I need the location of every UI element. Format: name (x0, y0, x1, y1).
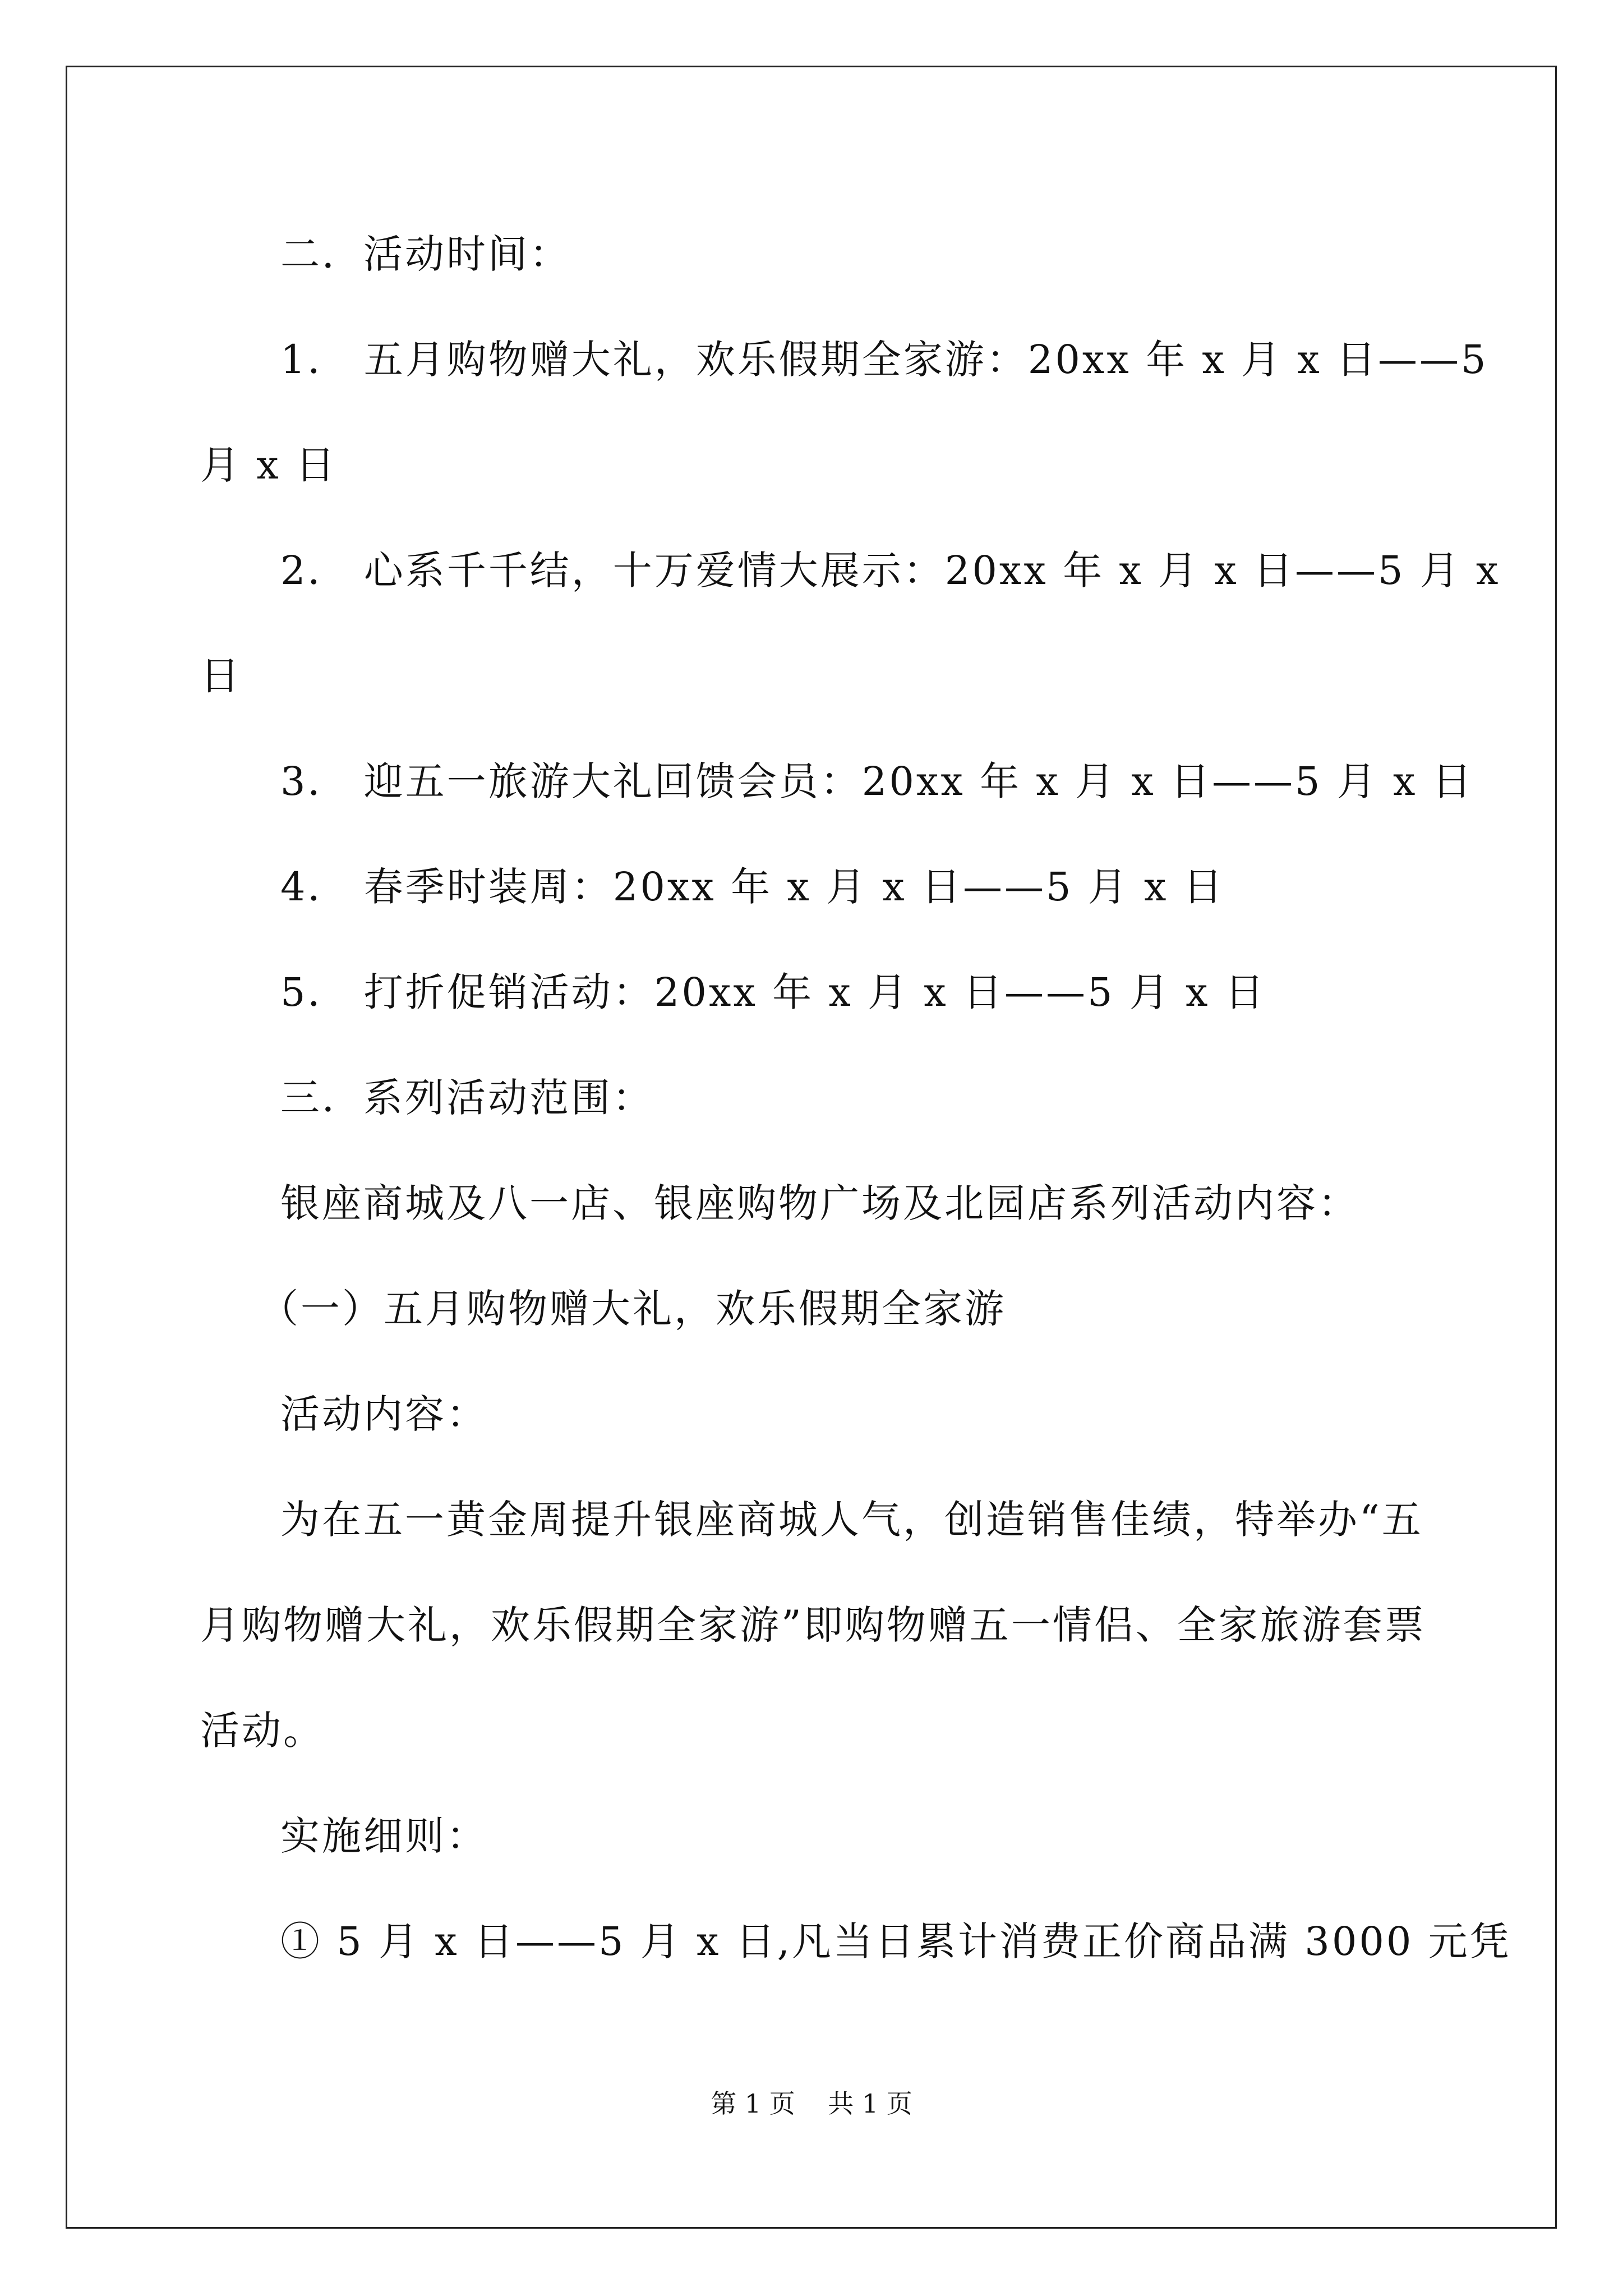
subsection-heading-1: （一）五月购物赠大礼，欢乐假期全家游 (259, 1286, 1006, 1332)
section-heading-activity-scope: 三．系列活动范围： (280, 1075, 654, 1121)
list-item-2: 2． 心系千千结，十万爱情大展示：20xx 年 x 月 x 日——5 月 x (280, 547, 1501, 593)
list-item-4: 4． 春季时装周：20xx 年 x 月 x 日——5 月 x 日 (280, 864, 1225, 910)
page-footer (0, 2088, 1623, 2119)
paragraph-line-2: 月购物赠大礼，欢乐假期全家游”即购物赠五一情侣、全家旅游套票 (200, 1602, 1426, 1648)
list-item-2-continued: 日 (200, 653, 242, 699)
label-implementation-rules: 实施细则： (280, 1813, 488, 1859)
label-activity-content: 活动内容： (280, 1391, 488, 1437)
section-heading-activity-time: 二．活动时间： (280, 231, 571, 277)
list-item-5: 5． 打折促销活动：20xx 年 x 月 x 日——5 月 x 日 (280, 969, 1266, 1015)
paragraph-stores: 银座商城及八一店、银座购物广场及北园店系列活动内容： (280, 1180, 1359, 1226)
paragraph-line-3: 活动。 (200, 1708, 325, 1754)
paragraph-line-1: 为在五一黄金周提升银座商城人气，创造销售佳绩，特举办“五 (280, 1497, 1423, 1543)
footer-page-total: 共 1 页 (828, 2088, 912, 2119)
list-item-1: 1． 五月购物赠大礼，欢乐假期全家游：20xx 年 x 月 x 日——5 (280, 337, 1488, 383)
footer-page-number: 第 1 页 (711, 2088, 795, 2119)
list-item-1-continued: 月 x 日 (200, 442, 337, 488)
list-item-3: 3． 迎五一旅游大礼回馈会员：20xx 年 x 月 x 日——5 月 x 日 (280, 758, 1474, 804)
rule-item-1: ① 5 月 x 日——5 月 x 日,凡当日累计消费正价商品满 3000 元凭 (280, 1918, 1511, 1964)
page-border (66, 66, 1557, 2229)
